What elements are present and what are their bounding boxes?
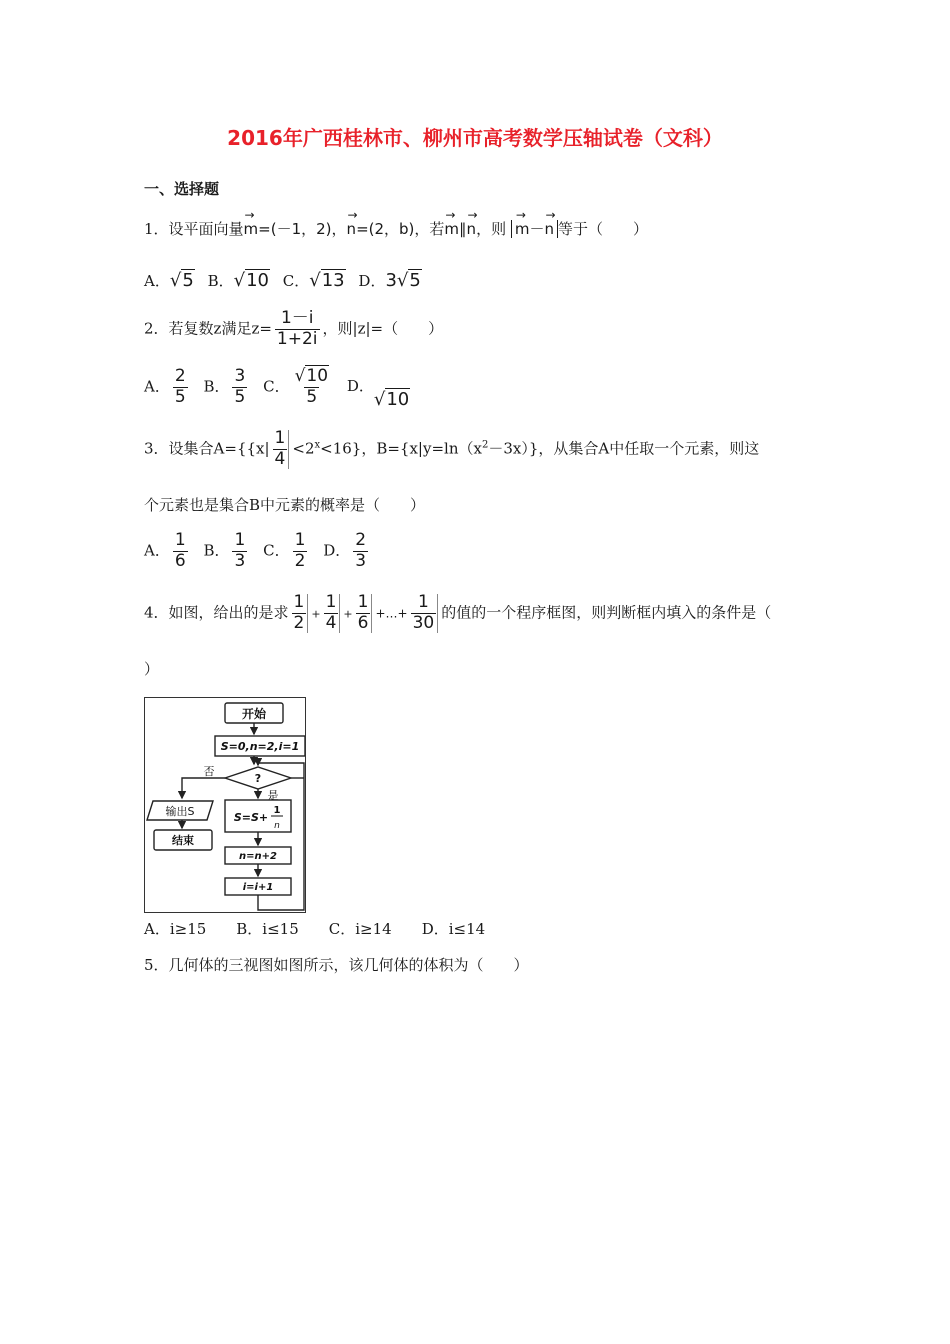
decision-label: ? — [254, 772, 262, 785]
q1-opt-b-value: 10 — [246, 270, 269, 291]
fraction — [411, 594, 439, 633]
q1-suffix: 等于（ ） — [558, 220, 649, 238]
q2-numerator: 1－i — [280, 308, 314, 328]
plus-sign: + — [343, 607, 353, 621]
q2-opt-a-label: A． — [144, 377, 170, 396]
q1-opt-b-label: B． — [207, 272, 234, 290]
update-s-num: 1 — [273, 805, 281, 816]
q1-opt-d-value: 5 — [409, 270, 421, 291]
q2-opt-b-num: 3 — [234, 366, 246, 386]
q4-options: A．i≥15 B．i≤15 C．i≥14 D．i≤14 — [144, 920, 486, 938]
page-title: 2016年广西桂林市、柳州市高考数学压轴试卷（文科） — [227, 126, 723, 150]
no-label: 否 — [203, 765, 215, 778]
q3-opt-a-num: 1 — [174, 530, 186, 550]
q3-sup-2: 2 — [481, 439, 489, 451]
update-n-label: n=n+2 — [239, 851, 277, 862]
q3-opt-a-den: 6 — [174, 550, 186, 571]
output-label: 输出S — [165, 805, 195, 818]
fraction — [173, 532, 188, 571]
fraction — [356, 594, 373, 633]
q3-suffix: －3x）}，从集合A中任取一个元素，则这 — [488, 439, 760, 458]
q2-opt-b-den: 5 — [234, 386, 246, 407]
q1-n-expr: =(2，b) — [356, 220, 415, 238]
q3-mid2: <16}，B={x|y=ln（x — [320, 439, 482, 458]
q3-opt-c-num: 1 — [294, 530, 306, 550]
q2-opt-c-rad: 10 — [306, 366, 329, 386]
parallel-sign: ∥ — [459, 220, 467, 238]
q3-opt-c-label: C． — [263, 541, 290, 560]
q3-prefix: 3．设集合A={{x| — [144, 439, 270, 458]
q4-f2-num: 1 — [325, 592, 337, 612]
q4-f1-num: 1 — [293, 592, 305, 612]
q3-frac-den: 4 — [274, 448, 286, 469]
q4-prefix: 4．如图，给出的是求 — [144, 603, 289, 622]
question-2 — [144, 310, 443, 349]
q3-opt-b-num: 1 — [234, 530, 246, 550]
q3-line-2: 个元素也是集合B中元素的概率是（ ） — [144, 496, 426, 514]
q3-sup-x: x — [314, 439, 321, 451]
q1-then: ，则 — [476, 220, 507, 238]
q2-opt-c-den: 5 — [306, 386, 318, 407]
update-i-label: i=i+1 — [242, 882, 274, 893]
vector-n: → n — [347, 218, 357, 237]
q3-opt-d-den: 3 — [355, 550, 367, 571]
q1-m-expr: =(－1，2)， — [258, 220, 347, 238]
abs-minus: － — [529, 220, 545, 238]
q2-prefix: 2．若复数z满足z= — [144, 319, 272, 338]
flowchart — [144, 697, 306, 913]
q3-opt-a-label: A． — [144, 541, 170, 560]
abs-diff — [511, 220, 558, 238]
q2-opt-d-label: D． — [346, 377, 374, 396]
section-heading: 一、选择题 — [144, 180, 220, 198]
q4-f4-den: 30 — [412, 612, 435, 633]
q2-opt-b-label: B． — [203, 377, 230, 396]
q4-f3-den: 6 — [357, 612, 369, 633]
sqrt-icon: √10 — [233, 270, 269, 291]
q2-opt-a-num: 2 — [174, 366, 186, 386]
yes-label: 是 — [267, 789, 279, 802]
init-label: S=0,n=2,i=1 — [220, 740, 300, 753]
q3-opt-b-label: B． — [203, 541, 230, 560]
start-label: 开始 — [241, 707, 267, 721]
q1-opt-c-value: 13 — [321, 270, 345, 291]
q1-prefix: 1．设平面向量 — [144, 220, 244, 238]
q1-opt-c-label: C． — [282, 272, 310, 290]
q1-options — [144, 272, 430, 290]
q4-line-2: ） — [144, 660, 160, 678]
fraction — [292, 594, 309, 633]
question-1 — [144, 218, 648, 237]
sqrt-icon: √10 — [373, 389, 410, 411]
vector-m-ref: → m — [444, 218, 459, 237]
sqrt-icon: √10 — [294, 366, 329, 386]
sqrt-icon: √13 — [309, 270, 345, 291]
q3-frac-num: 1 — [274, 428, 286, 448]
q1-opt-a-value: 5 — [182, 270, 194, 291]
q4-suffix: 的值的一个程序框图，则判断框内填入的条件是（ — [441, 603, 772, 622]
q2-opt-d-value: 10 — [386, 389, 410, 411]
q4-f3-num: 1 — [357, 592, 369, 612]
flowchart-diagram — [145, 698, 305, 912]
q3-opt-b-den: 3 — [234, 550, 246, 571]
update-s-label: S=S+ — [233, 811, 269, 824]
vector-m: → m — [244, 218, 259, 237]
q4-f1-den: 2 — [293, 612, 305, 633]
q3-opt-d-label: D． — [323, 541, 351, 560]
fraction — [324, 594, 341, 633]
q1-opt-a-label: A． — [144, 272, 170, 290]
ellipsis: +…+ — [375, 606, 408, 621]
q3-mid1: <2 — [292, 439, 315, 458]
plus-sign: + — [311, 607, 321, 621]
vector-n-ref: → n — [467, 218, 477, 237]
fraction — [293, 532, 308, 571]
q1-opt-d-label: D． — [358, 272, 386, 290]
q4-f2-den: 4 — [325, 612, 337, 633]
sqrt-icon: √5 — [396, 270, 421, 291]
q1-mid: ，若 — [414, 220, 445, 238]
fraction — [353, 532, 368, 571]
question-5: 5．几何体的三视图如图所示，该几何体的体积为（ ） — [144, 956, 529, 974]
end-label: 结束 — [172, 834, 194, 847]
fraction — [232, 368, 247, 407]
q3-opt-d-num: 2 — [355, 530, 367, 550]
fraction — [173, 368, 188, 407]
question-4 — [144, 594, 771, 633]
question-3 — [144, 430, 759, 469]
q2-denominator: 1+2i — [276, 328, 318, 349]
q3-opt-c-den: 2 — [294, 550, 306, 571]
sqrt-icon: √5 — [169, 270, 194, 291]
update-s-den: n — [274, 821, 280, 831]
q3-options — [144, 532, 379, 571]
fraction — [275, 310, 320, 349]
abs-vector-m: → m — [515, 218, 530, 237]
q2-opt-c-label: C． — [263, 377, 290, 396]
q4-f4-num: 1 — [417, 592, 429, 612]
q2-options — [144, 368, 418, 409]
fraction — [293, 368, 331, 407]
q2-suffix: ，则|z|=（ ） — [322, 319, 444, 338]
fraction — [273, 430, 290, 469]
abs-vector-n: → n — [545, 218, 555, 237]
q1-opt-d-coef: 3 — [385, 270, 397, 291]
fraction — [232, 532, 247, 571]
q2-opt-a-den: 5 — [174, 386, 186, 407]
